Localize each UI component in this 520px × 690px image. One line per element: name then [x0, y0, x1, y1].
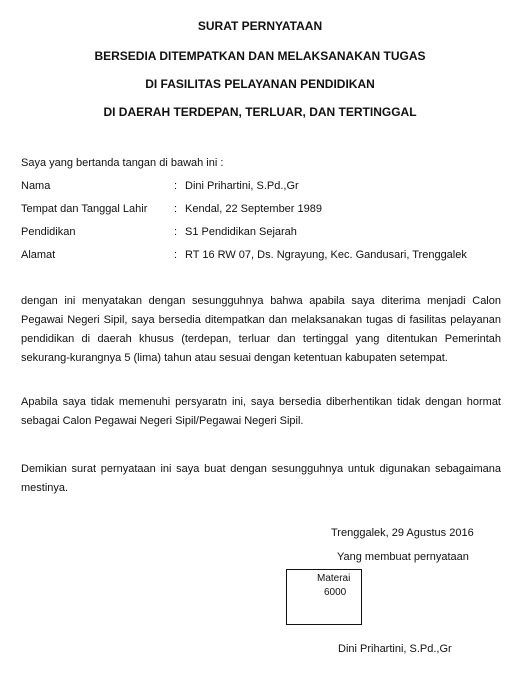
- stamp-box: [286, 569, 362, 625]
- statement-paragraph: dengan ini menyatakan dengan sesungguhnya bahwa apabila saya diterima menjadi Calon Pegawai Negeri Sipil, saya bersedia ditempatkan dan melaksanakan tugas di fasilitas pelayanan pendidikan di daerah khusus (terdepan, terluar dan tertinggal yang ditentukan Pemerintah sekurang-kurangnya 5 (lima) tahun atau sesuai dengan ketentuan kabupaten setempat.: [21, 295, 501, 364]
- identity-colon: :: [174, 249, 178, 261]
- identity-label: Alamat: [21, 249, 56, 261]
- identity-value: Dini Prihartini, S.Pd.,Gr: [185, 180, 299, 192]
- identity-value: Kendal, 22 September 1989: [185, 203, 322, 215]
- letter-subtitle-2: DI FASILITAS PELAYANAN PENDIDIKAN: [145, 77, 375, 91]
- letter-title: SURAT PERNYATAAN: [197, 19, 323, 33]
- identity-label: Pendidikan: [21, 226, 76, 238]
- maker-label: Yang membuat pernyataan: [337, 551, 469, 563]
- identity-row-birth: [21, 200, 501, 219]
- identity-colon: :: [174, 180, 178, 192]
- identity-row-education: [21, 223, 501, 242]
- identity-label: Tempat dan Tanggal Lahir: [21, 203, 148, 215]
- letter-subtitle-1: BERSEDIA DITEMPATKAN DAN MELAKSANAKAN TUGAS: [94, 49, 426, 63]
- identity-value: S1 Pendidikan Sejarah: [185, 226, 297, 238]
- identity-label: Nama: [21, 180, 51, 192]
- identity-row-address: [21, 246, 501, 265]
- dismissal-paragraph: Apabila saya tidak memenuhi persyaratn ini, saya bersedia diberhentikan tidak dengan hormat sebagai Calon Pegawai Negeri Sipil/Pegawai Negeri Sipil.: [21, 396, 501, 427]
- identity-colon: :: [174, 203, 178, 215]
- stamp-value: 6000: [324, 587, 347, 598]
- identity-colon: :: [174, 226, 178, 238]
- identity-value: RT 16 RW 07, Ds. Ngrayung, Kec. Gandusari, Trenggalek: [185, 249, 467, 261]
- stamp-label: Materai: [317, 573, 351, 584]
- signer-name: Dini Prihartini, S.Pd.,Gr: [338, 643, 452, 655]
- place-date: Trenggalek, 29 Agustus 2016: [331, 527, 474, 539]
- letter-subtitle-3: DI DAERAH TERDEPAN, TERLUAR, DAN TERTINGGAL: [103, 105, 417, 119]
- identity-row-name: [21, 177, 501, 196]
- intro-text: Saya yang bertanda tangan di bawah ini :: [21, 157, 224, 169]
- closing-paragraph: Demikian surat pernyataan ini saya buat dengan sesungguhnya untuk digunakan sebagaimana mestinya.: [21, 463, 501, 494]
